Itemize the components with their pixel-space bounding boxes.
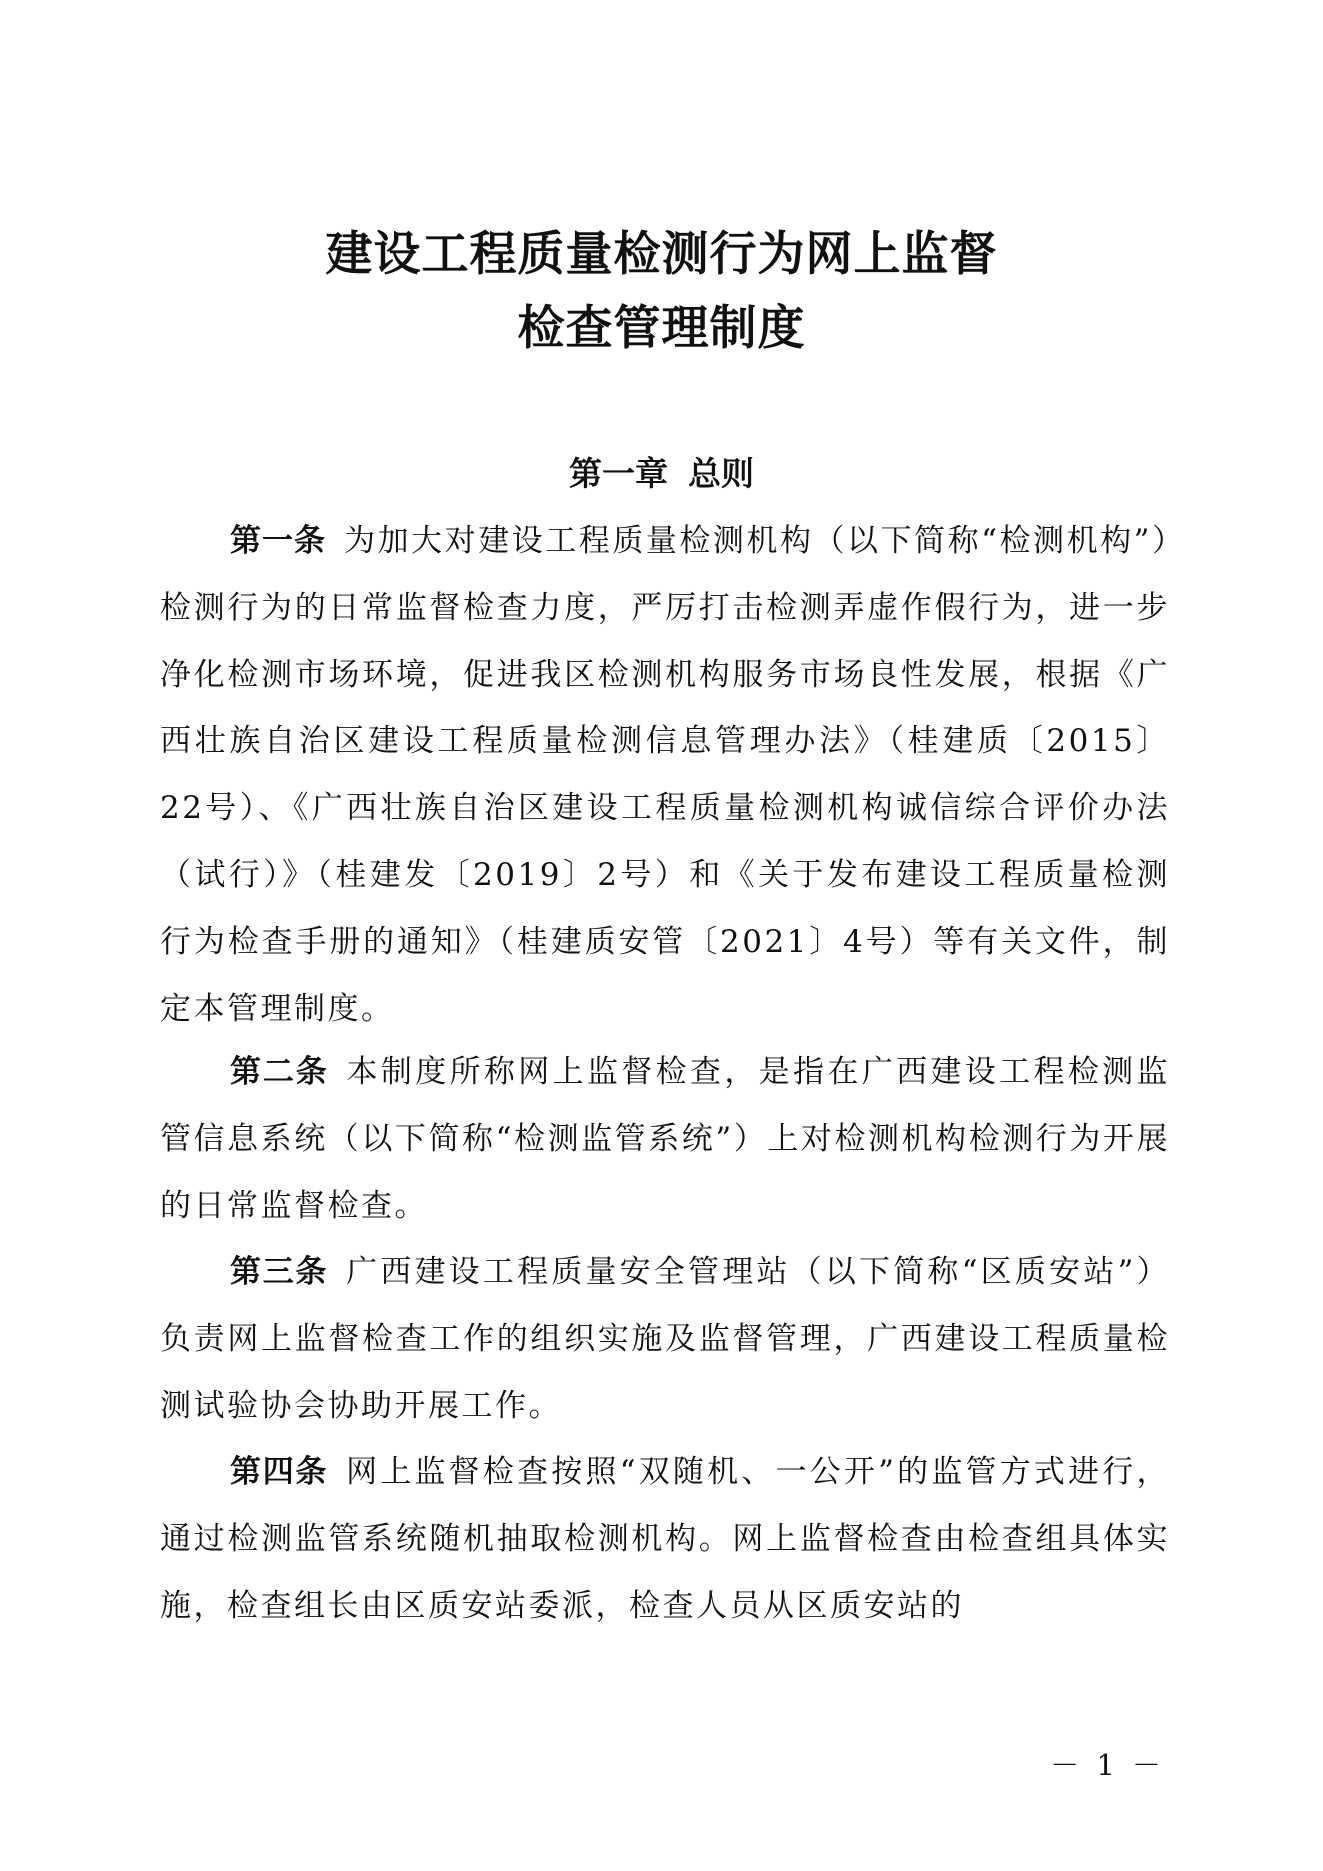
article-1 [160, 508, 1170, 1042]
article-2 [160, 1039, 1170, 1239]
chapter-number: 第一章 [569, 454, 668, 493]
document-title-line-1: 建设工程质量检测行为网上监督 [325, 227, 998, 282]
article-label: 第一条 [230, 523, 327, 559]
document-title-line-2: 检查管理制度 [517, 301, 806, 356]
article-text: 本制度所称网上监督检查，是指在广西建设工程检测监管信息系统（以下简称“检测监管系统”）上对检测机构检测行为开展的日常监督检查。 [160, 1054, 1171, 1224]
article-text: 网上监督检查按照“双随机、一公开”的监管方式进行，通过检测监管系统随机抽取检测机构。网上监督检查由检查组具体实施，检查组长由区质安站委派，检查人员从区质安站的 [160, 1454, 1170, 1624]
chapter-name: 总则 [688, 454, 754, 493]
article-4 [160, 1439, 1170, 1639]
article-text: 为加大对建设工程质量检测机构（以下简称“检测机构”）检测行为的日常监督检查力度，严厉打击检测弄虚作假行为，进一步净化检测市场环境，促进我区检测机构服务市场良性发展，根据《广西壮族自治区建设工程质量检测信息管理办法》（桂建质〔2015〕22号）、《广西壮族自治区建设工程质量检测机构诚信综合评价办法（试行）》（桂建发〔2019〕2号）和《关于发布建设工程质量检测行为检查手册的通知》（桂建质安管〔2021〕4号）等有关文件，制定本管理制度。 [160, 523, 1170, 1027]
chapter-heading [0, 449, 1323, 499]
article-label: 第二条 [230, 1054, 329, 1090]
article-3 [160, 1239, 1170, 1439]
article-label: 第三条 [230, 1254, 329, 1290]
article-label: 第四条 [230, 1454, 329, 1490]
page-number: － 1 － [1050, 1748, 1165, 1782]
article-text: 广西建设工程质量安全管理站（以下简称“区质安站”）负责网上监督检查工作的组织实施及监督管理，广西建设工程质量检测试验协会协助开展工作。 [160, 1254, 1170, 1424]
